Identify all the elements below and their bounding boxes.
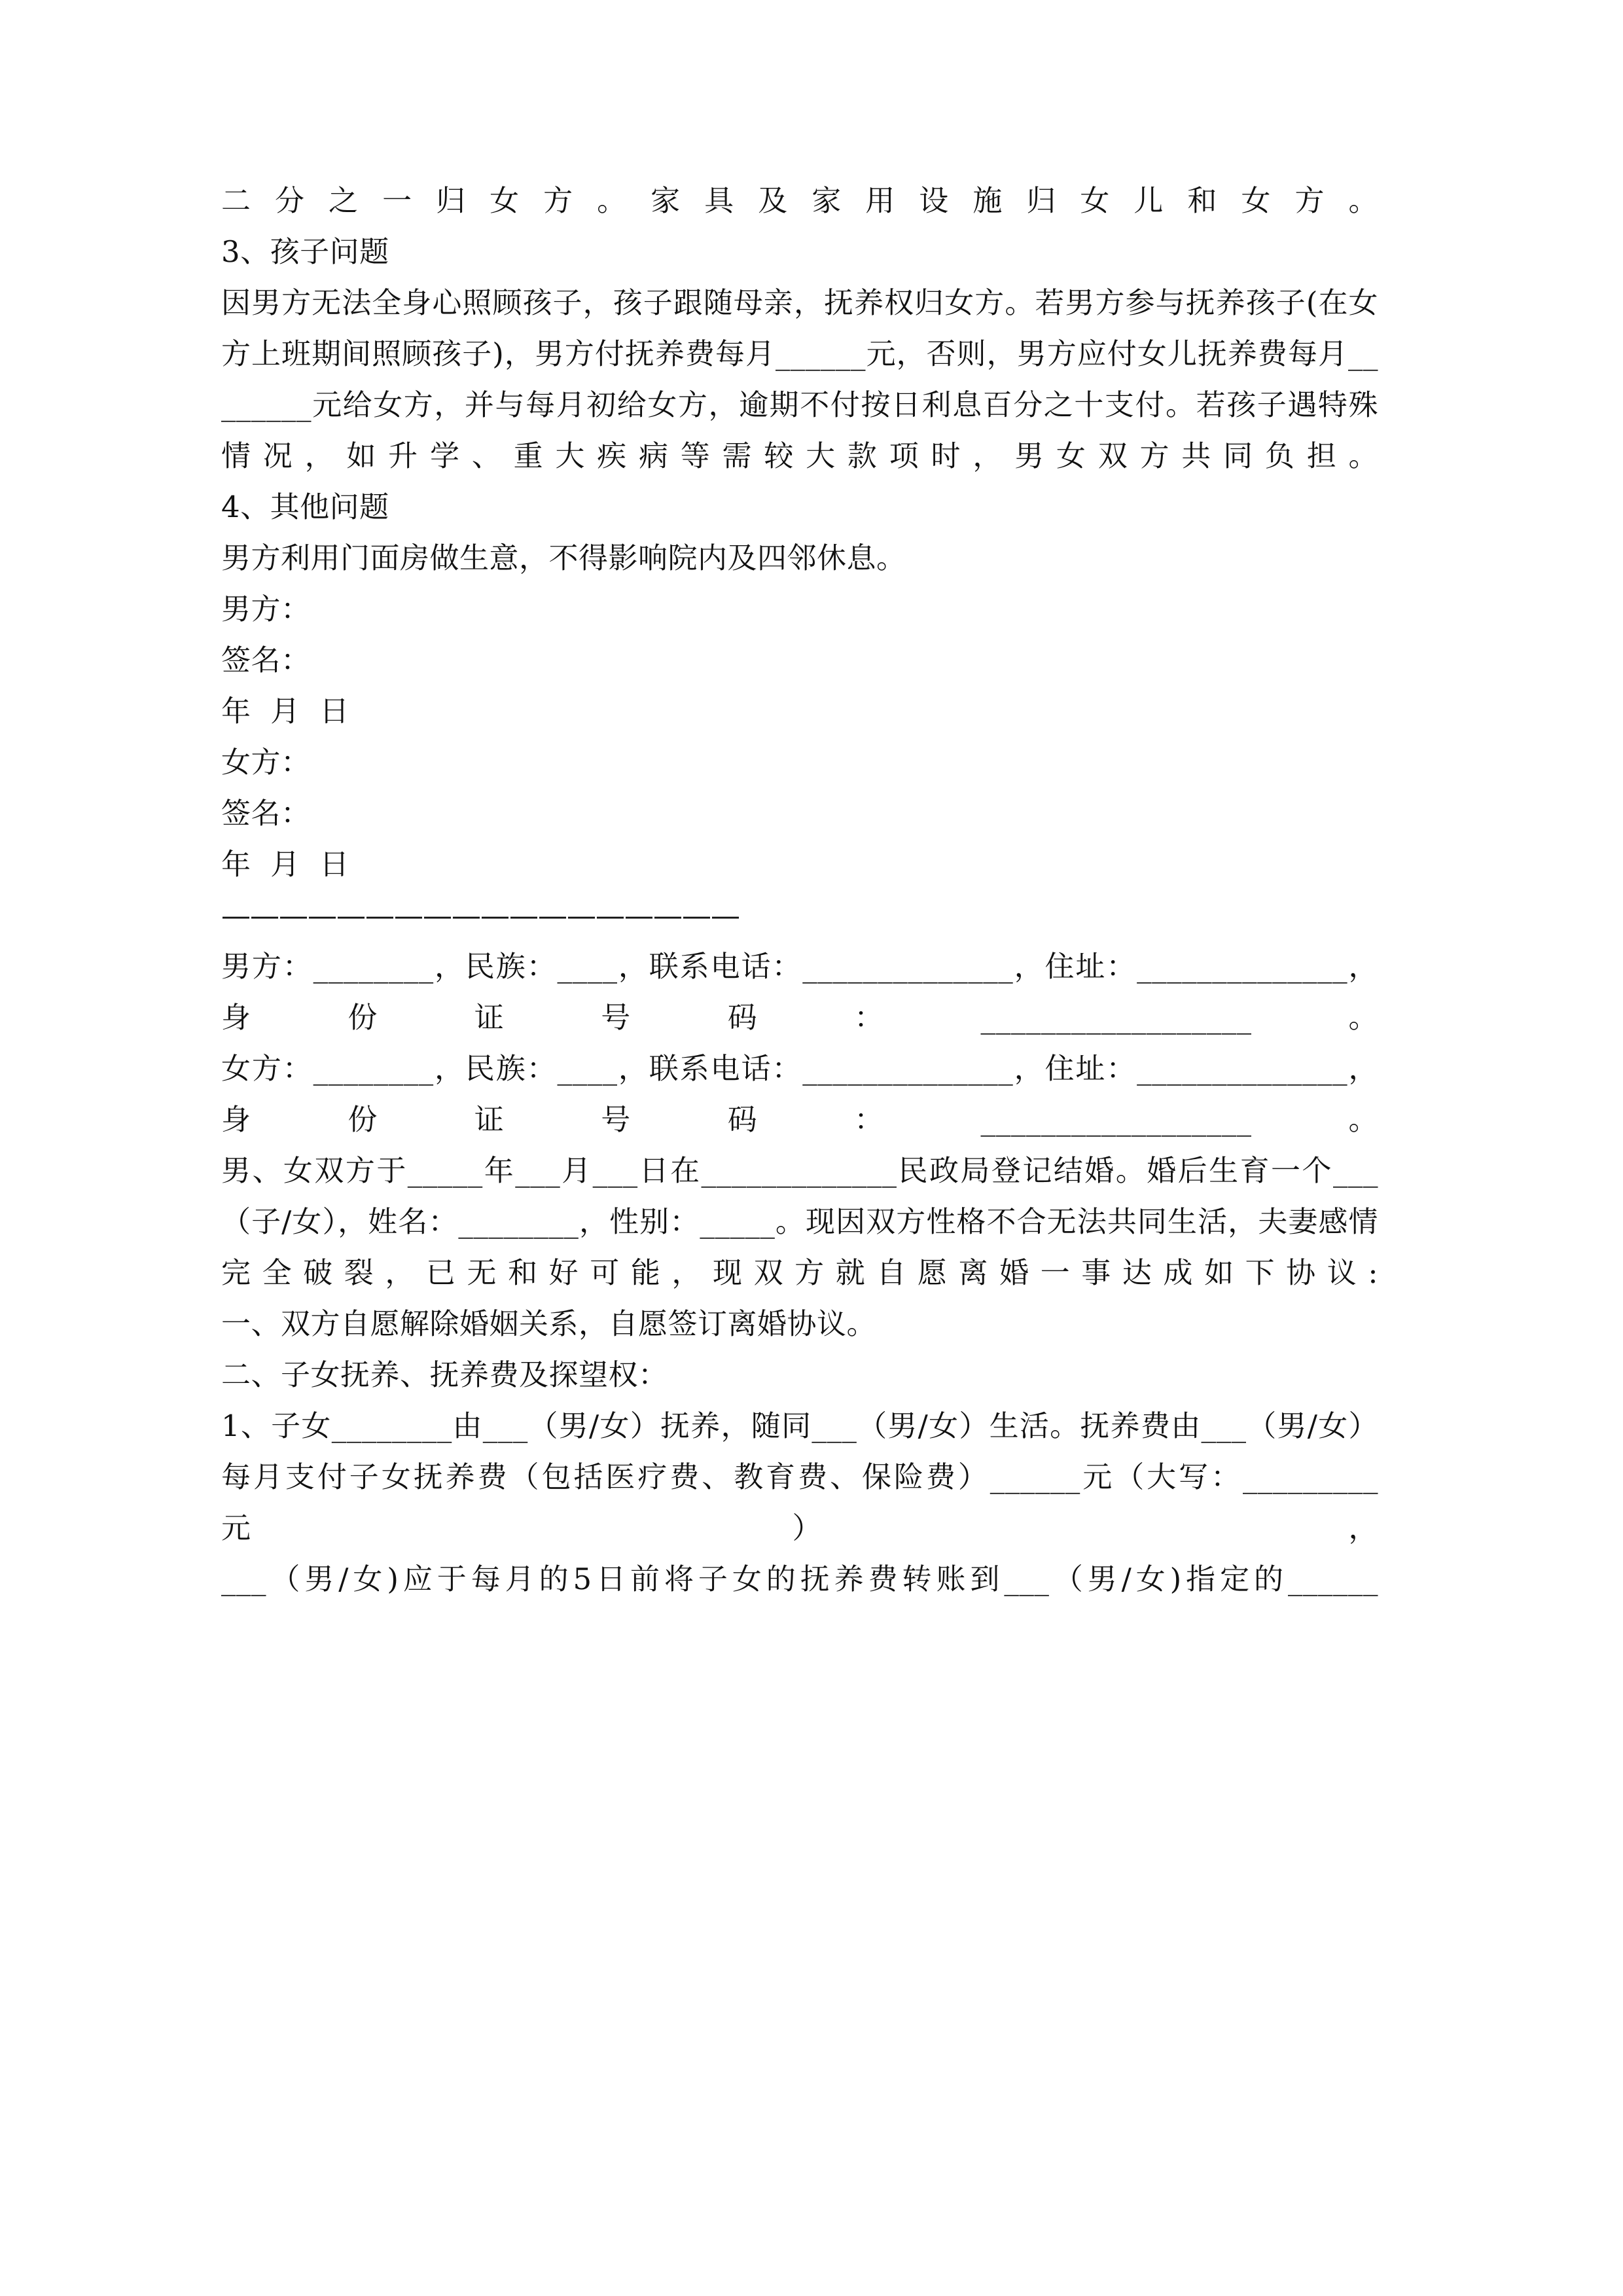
clause-two-item-2: ___（男/女)应于每月的5日前将子女的抚养费转账到___（男/女)指定的______ [221,1562,1378,1596]
clause-one-dissolution: 一、双方自愿解除婚姻关系，自愿签订离婚协议。 [221,1306,877,1341]
heading-item-4: 4、其他问题 [221,490,389,524]
paragraph-child-custody: 因男方无法全身心照顾孩子，孩子跟随母亲，抚养权归女方。若男方参与抚养孩子(在女方上班期间照顾孩子)，男方付抚养费每月______元，否则，男方应付女儿抚养费每月________元给女方，并与每月初给女方，逾期不付按日利息百分之十支付。若孩子遇特殊情况，如升学、重大疾病等需较大款项时，男女双方共同负担。 [221,285,1378,473]
signature-male-name-line: 签名： [221,643,311,677]
clause-two-item-1: 1、子女________由___（男/女）抚养，随同___（男/女）生活。抚养费由___（男/女）每月支付子女抚养费（包括医疗费、教育费、保险费）______元（大写：_________元）， [221,1408,1378,1545]
clause-two-custody-heading: 二、子女抚养、抚养费及探望权： [221,1357,668,1392]
paragraph-male-party-info: 男方：________，民族：____，联系电话：______________，住址：______________，身份证号码：__________________。 [221,949,1378,1035]
paragraph-female-party-info: 女方：________，民族：____，联系电话：______________，住址：______________，身份证号码：__________________。 [221,1051,1378,1137]
section-divider: —————————————————— [221,898,740,933]
signature-male-label: 男方： [221,592,311,626]
heading-item-3: 3、孩子问题 [221,234,389,269]
signature-female-name-line: 签名： [221,796,311,831]
signature-female-date-line: 年 月 日 [221,847,349,882]
paragraph-other-issues: 男方利用门面房做生意，不得影响院内及四邻休息。 [221,541,906,575]
signature-male-date-line: 年 月 日 [221,694,349,728]
paragraph-property-tail: 二分之一归女方。家具及家用设施归女儿和女方。 [221,183,1378,218]
document-text-column [221,175,1378,1605]
signature-female-label: 女方： [221,745,311,780]
paragraph-marriage-registration: 男、女双方于_____年___月___日在_____________民政局登记结婚。婚后生育一个___（子/女），姓名：________，性别：_____。现因双方性格不合无法共同生活，夫妻感情完全破裂，已无和好可能，现双方就自愿离婚一事达成如下协议: [221,1153,1378,1290]
